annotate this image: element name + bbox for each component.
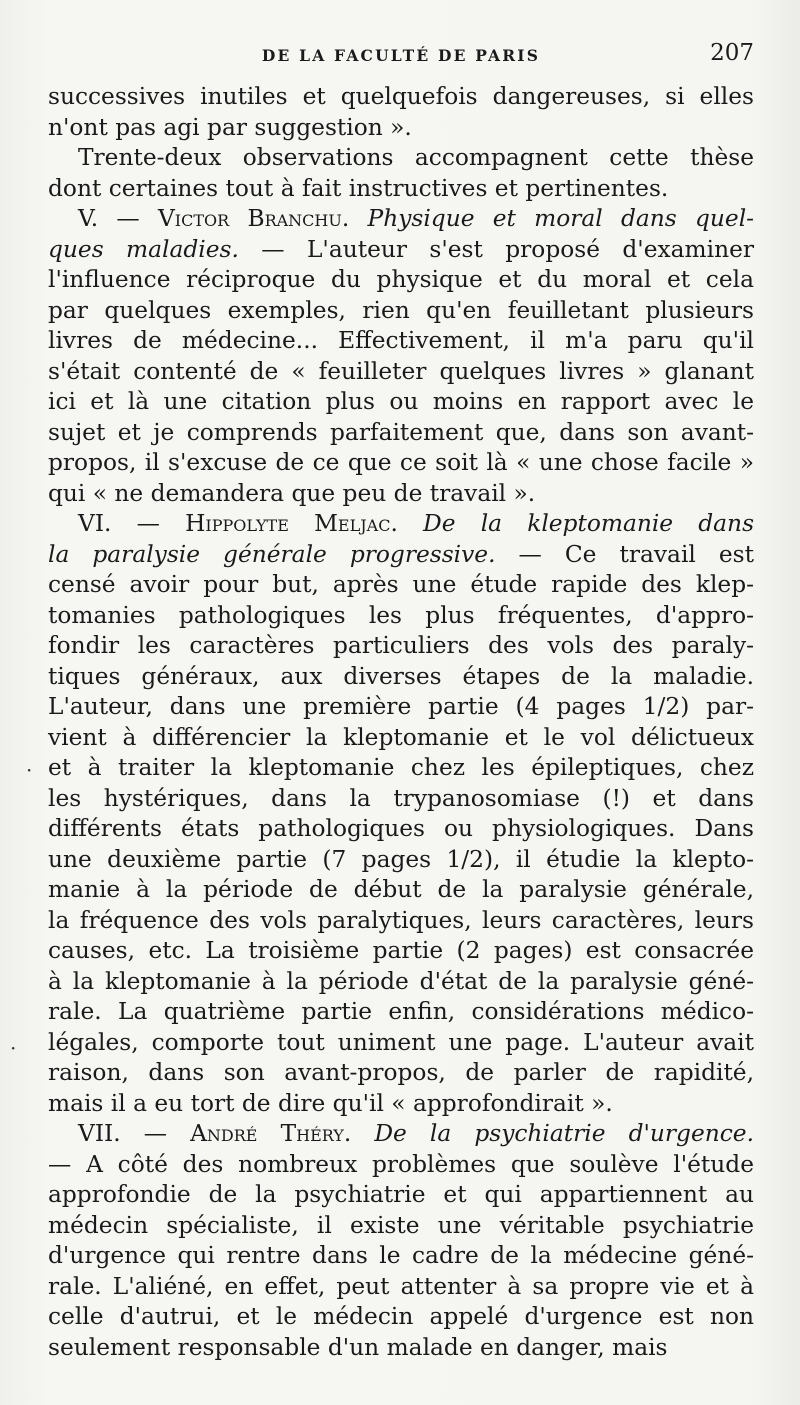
body-text: [48, 82, 754, 1363]
text-line: [48, 784, 754, 815]
text-run: tiques généraux, aux diverses étapes de la maladie.: [48, 662, 754, 690]
text-run: tomanies pathologiques les plus fréquentes, d'appro-: [48, 601, 754, 629]
text-line: [48, 265, 754, 296]
text-run: différents états pathologiques ou physiologiques. Dans: [48, 815, 754, 842]
text-run: par quelques exemples, rien qu'en feuilletant plusieurs: [48, 296, 754, 324]
text-run: vient à différencier la kleptomanie et le vol délictueux: [48, 723, 754, 751]
text-run: censé avoir pour but, après une étude rapide des klep-: [48, 571, 754, 598]
paragraph-p-vii: [48, 1119, 754, 1363]
text-run: .: [343, 1120, 375, 1147]
margin-dot: ·: [10, 1036, 17, 1060]
text-run: seulement responsable d'un malade en danger, mais: [48, 1333, 668, 1361]
text-run: les hystériques, dans la trypanosomiase (!) et dans: [48, 784, 754, 812]
text-line: [48, 418, 754, 449]
text-run: fondir les caractères particuliers des vols des paraly-: [48, 632, 754, 659]
running-head: DE LA FACULTÉ DE PARIS: [261, 46, 541, 65]
text-run: s'était contenté de « feuilleter quelques livres » glanant: [48, 357, 754, 385]
text-run: propos, il s'excuse de ce que ce soit là « une chose facile »: [48, 449, 754, 476]
text-line: [48, 1028, 754, 1059]
paragraph-p-vi: [48, 509, 754, 1119]
text-run: VII. —: [78, 1120, 191, 1147]
margin-dot: ·: [26, 758, 33, 782]
text-line: [48, 631, 754, 662]
thesis-title: Physique et moral dans quel-: [367, 205, 755, 232]
text-line: [48, 1333, 754, 1364]
text-run: L'auteur, dans une première partie (4 pages 1/2) par-: [48, 693, 754, 720]
text-run: légales, comporte tout uniment une page. L'auteur avait: [48, 1028, 754, 1056]
text-run: causes, etc. La troisième partie (2 pages) est consacrée: [48, 937, 754, 964]
text-run: à la kleptomanie à la période d'état de la paralysie géné-: [48, 967, 754, 995]
text-line: [48, 1089, 754, 1120]
text-line: [48, 509, 754, 540]
text-run: livres de médecine... Effectivement, il m'a paru qu'il: [48, 327, 754, 354]
text-line: [48, 875, 754, 906]
author-name: Hippolyte Meljac: [185, 510, 391, 537]
text-run: rale. L'aliéné, en effet, peut attenter à sa propre vie et à: [48, 1272, 754, 1300]
text-run: celle d'autrui, et le médecin appelé d'urgence est non: [48, 1303, 754, 1330]
text-line: [48, 1180, 754, 1211]
text-run: .: [341, 205, 368, 232]
text-line: [48, 753, 754, 784]
text-line: [48, 1241, 754, 1272]
paragraph-p-continued: [48, 82, 754, 143]
text-run: mais il a eu tort de dire qu'il « approfondirait ».: [48, 1089, 613, 1117]
page-header: [48, 38, 754, 74]
text-line: [48, 174, 754, 205]
text-run: la fréquence des vols paralytiques, leurs caractères, leurs: [48, 906, 754, 934]
text-run: une deuxième partie (7 pages 1/2), il étudie la klepto-: [48, 845, 754, 873]
text-line: [48, 204, 754, 235]
text-line: [48, 692, 754, 723]
text-run: médecin spécialiste, il existe une véritable psychiatrie: [48, 1211, 754, 1239]
text-line: [48, 82, 754, 113]
text-run: manie à la période de début de la paralysie générale,: [48, 876, 754, 903]
text-run: approfondie de la psychiatrie et qui appartiennent au: [48, 1181, 754, 1208]
text-line: [48, 357, 754, 388]
text-line: [48, 814, 754, 845]
text-run: .: [390, 510, 424, 537]
text-run: ici et là une citation plus ou moins en rapport avec le: [48, 388, 754, 415]
text-line: [48, 143, 754, 174]
text-line: [48, 296, 754, 327]
text-line: [48, 1058, 754, 1089]
text-run: — Ce travail est: [495, 540, 754, 568]
text-line: [48, 967, 754, 998]
author-name: Victor Branchu: [157, 205, 342, 232]
paragraph-p-observations: [48, 143, 754, 204]
text-line: [48, 1119, 754, 1150]
text-line: [48, 936, 754, 967]
text-line: [48, 1211, 754, 1242]
text-line: [48, 997, 754, 1028]
text-run: successives inutiles et quelquefois dangereuses, si elles: [48, 83, 754, 110]
text-line: [48, 448, 754, 479]
text-line: [48, 1302, 754, 1333]
text-line: [48, 540, 754, 571]
text-run: d'urgence qui rentre dans le cadre de la médecine géné-: [48, 1242, 754, 1269]
text-run: V. —: [78, 205, 158, 232]
thesis-title: De la kleptomanie dans: [423, 510, 755, 537]
thesis-title: la paralysie générale progressive.: [48, 540, 496, 568]
paragraph-p-v: [48, 204, 754, 509]
text-run: — L'auteur s'est proposé d'examiner: [238, 235, 754, 263]
text-line: [48, 723, 754, 754]
text-run: VI. —: [78, 510, 186, 537]
text-line: [48, 570, 754, 601]
text-run: sujet et je comprends parfaitement que, dans son avant-: [48, 418, 754, 446]
text-run: qui « ne demandera que peu de travail ».: [48, 479, 536, 507]
text-line: [48, 601, 754, 632]
text-line: [48, 235, 754, 266]
thesis-title: De la psychiatrie d'urgence.: [374, 1120, 755, 1147]
text-line: [48, 326, 754, 357]
text-line: [48, 1272, 754, 1303]
text-line: [48, 662, 754, 693]
text-run: et à traiter la kleptomanie chez les épileptiques, chez: [48, 754, 754, 781]
text-line: [48, 387, 754, 418]
page-number: 207: [710, 40, 754, 66]
text-run: dont certaines tout à fait instructives et pertinentes.: [48, 174, 669, 202]
text-run: l'influence réciproque du physique et du moral et cela: [48, 266, 754, 293]
text-line: [48, 845, 754, 876]
text-run: n'ont pas agi par suggestion ».: [48, 113, 412, 141]
text-line: [48, 479, 754, 510]
text-run: Trente-deux observations accompagnent cette thèse: [78, 144, 754, 171]
text-run: — A côté des nombreux problèmes que soulève l'étude: [48, 1150, 754, 1178]
text-line: [48, 906, 754, 937]
author-name: André Théry: [190, 1120, 344, 1147]
thesis-title: ques maladies.: [48, 235, 239, 263]
text-line: [48, 113, 754, 144]
text-line: [48, 1150, 754, 1181]
text-run: rale. La quatrième partie enfin, considérations médico-: [48, 998, 754, 1025]
text-run: raison, dans son avant-propos, de parler de rapidité,: [48, 1059, 754, 1086]
